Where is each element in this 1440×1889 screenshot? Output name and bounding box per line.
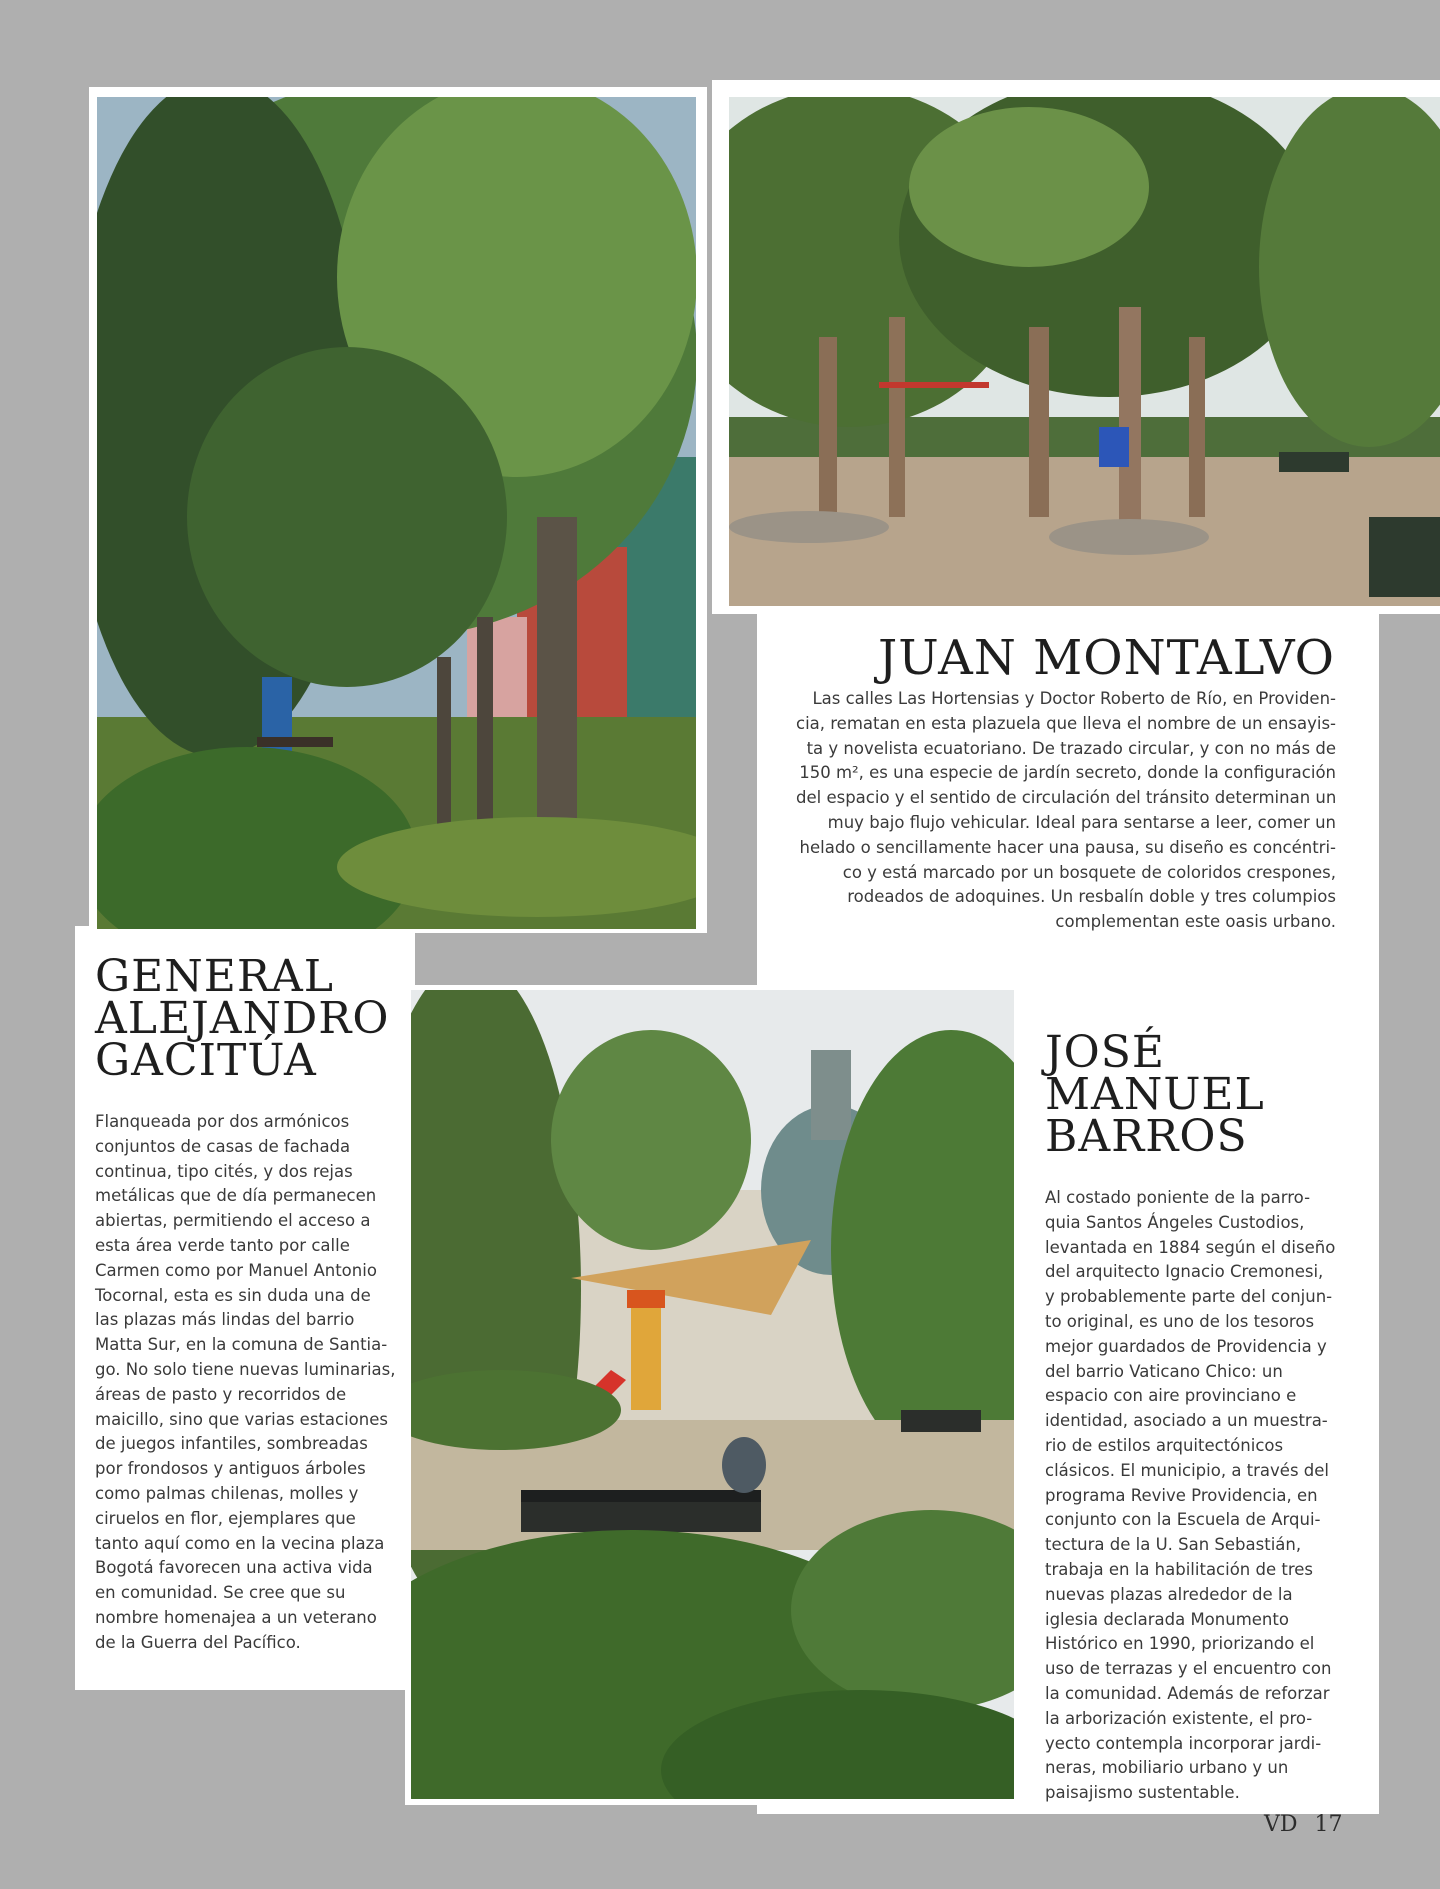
body-line: la arborización existente, el pro- — [1045, 1708, 1313, 1728]
title-line: BARROS — [1045, 1111, 1248, 1162]
body-line: cia, rematan en esta plazuela que lleva el nombre de un ensayis- — [796, 713, 1337, 733]
body-line: nuevas plazas alrededor de la — [1045, 1584, 1293, 1604]
title-line: GACITÚA — [95, 1035, 317, 1086]
body-line: mejor guardados de Providencia y — [1045, 1336, 1327, 1356]
body-line: rio de estilos arquitectónicos — [1045, 1435, 1284, 1455]
article-title-general-alejandro-gacitua — [95, 951, 390, 1086]
page-folio — [1264, 1812, 1343, 1837]
body-line: neras, mobiliario urbano y un — [1045, 1758, 1289, 1778]
body-line: conjuntos de casas de fachada — [95, 1136, 351, 1156]
article-title-juan-montalvo: JUAN MONTALVO — [877, 630, 1335, 686]
body-line: nombre homenajea a un veterano — [95, 1607, 377, 1627]
body-line: quia Santos Ángeles Custodios, — [1045, 1212, 1305, 1232]
body-line: la comunidad. Además de reforzar — [1045, 1683, 1330, 1703]
body-line: las plazas más lindas del barrio — [95, 1310, 355, 1330]
magazine-initials: VD — [1264, 1812, 1298, 1837]
body-line: identidad, asociado a un muestra- — [1045, 1411, 1328, 1431]
article-body-juan-montalvo — [796, 687, 1336, 935]
body-line: en comunidad. Se cree que su — [95, 1583, 346, 1603]
body-line: por frondosos y antiguos árboles — [95, 1459, 366, 1479]
body-line: espacio con aire provinciano e — [1045, 1386, 1297, 1406]
article-body-general-alejandro-gacitua — [95, 1110, 405, 1656]
title-line: JOSÉ — [1045, 1027, 1165, 1078]
body-line: to original, es uno de los tesoros — [1045, 1311, 1315, 1331]
body-line: esta área verde tanto por calle — [95, 1235, 350, 1255]
body-line: abiertas, permitiendo el acceso a — [95, 1211, 371, 1231]
photo-plaza-crespones — [729, 97, 1440, 606]
body-line: co y está marcado por un bosquete de coloridos crespones, — [842, 862, 1336, 882]
body-line: tanto aquí como en la vecina plaza — [95, 1533, 385, 1553]
body-line: metálicas que de día permanecen — [95, 1186, 377, 1206]
body-line: y probablemente parte del conjun- — [1045, 1287, 1333, 1307]
photo-street-trees — [97, 97, 696, 929]
body-line: trabaja en la habilitación de tres — [1045, 1559, 1314, 1579]
body-line: de juegos infantiles, sombreadas — [95, 1434, 368, 1454]
photo-church-plaza — [411, 990, 1014, 1799]
body-line: del arquitecto Ignacio Cremonesi, — [1045, 1262, 1324, 1282]
body-line: Las calles Las Hortensias y Doctor Roberto de Río, en Providen- — [812, 689, 1336, 708]
body-line: yecto contempla incorporar jardi- — [1045, 1733, 1322, 1753]
body-line: del barrio Vaticano Chico: un — [1045, 1361, 1283, 1381]
body-line: levantada en 1884 según el diseño — [1045, 1237, 1336, 1257]
page-number: 17 — [1314, 1812, 1343, 1837]
body-line: de la Guerra del Pacífico. — [95, 1632, 301, 1652]
body-line: 150 m², es una especie de jardín secreto, donde la configuración — [799, 763, 1336, 783]
body-line: continua, tipo cités, y dos rejas — [95, 1161, 353, 1181]
title-line: GENERAL — [95, 951, 335, 1002]
body-line: del espacio y el sentido de circulación del tránsito determinan un — [796, 788, 1337, 808]
body-line: uso de terrazas y el encuentro con — [1045, 1659, 1332, 1679]
title-line: ALEJANDRO — [95, 993, 390, 1044]
body-line: tectura de la U. San Sebastián, — [1045, 1535, 1302, 1555]
article-title-jose-manuel-barros — [1045, 1027, 1265, 1162]
body-line: paisajismo sustentable. — [1045, 1783, 1240, 1803]
body-line: iglesia declarada Monumento — [1045, 1609, 1289, 1629]
body-line: maicillo, sino que varias estaciones — [95, 1409, 388, 1429]
body-line: clásicos. El municipio, a través del — [1045, 1460, 1330, 1480]
body-line: programa Revive Providencia, en — [1045, 1485, 1318, 1505]
body-line: Matta Sur, en la comuna de Santia- — [95, 1335, 388, 1355]
body-line: helado o sencillamente hacer una pausa, su diseño es concéntri- — [799, 837, 1336, 857]
body-line: ta y novelista ecuatoriano. De trazado circular, y con no más de — [806, 738, 1336, 758]
body-line: go. No solo tiene nuevas luminarias, — [95, 1359, 396, 1379]
body-line: Bogotá favorecen una activa vida — [95, 1558, 373, 1578]
body-line: Carmen como por Manuel Antonio — [95, 1260, 377, 1280]
body-line: Al costado poniente de la parro- — [1045, 1188, 1311, 1207]
body-line: como palmas chilenas, molles y — [95, 1483, 359, 1503]
article-body-jose-manuel-barros — [1045, 1186, 1345, 1806]
body-line: muy bajo flujo vehicular. Ideal para sentarse a leer, comer un — [827, 812, 1336, 832]
title-line: MANUEL — [1045, 1069, 1265, 1120]
body-line: conjunto con la Escuela de Arqui- — [1045, 1510, 1321, 1530]
body-line: complementan este oasis urbano. — [1055, 912, 1336, 932]
body-line: Tocornal, esta es sin duda una de — [95, 1285, 371, 1305]
body-line: Histórico en 1990, priorizando el — [1045, 1634, 1315, 1654]
body-line: ciruelos en flor, ejemplares que — [95, 1508, 356, 1528]
body-line: áreas de pasto y recorridos de — [95, 1384, 347, 1404]
body-line: rodeados de adoquines. Un resbalín doble y tres columpios — [847, 887, 1336, 907]
body-line: Flanqueada por dos armónicos — [95, 1112, 350, 1131]
